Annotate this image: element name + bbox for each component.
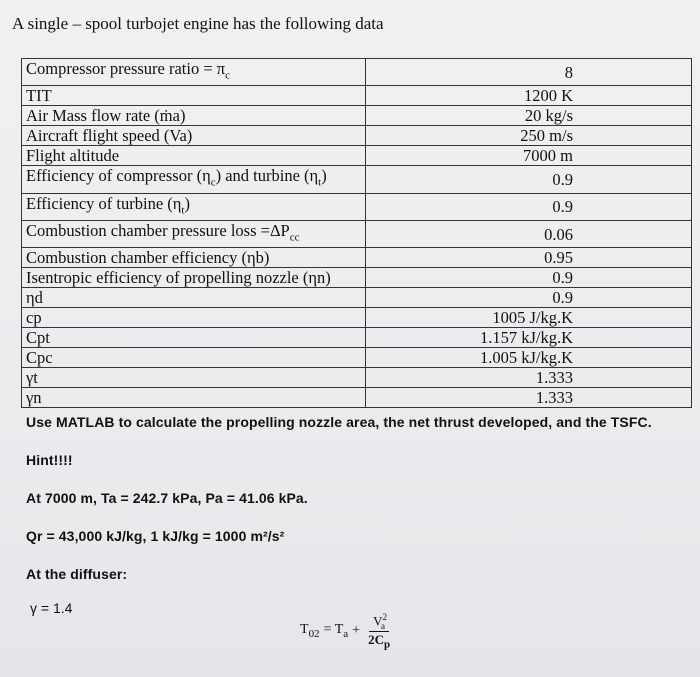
parameter-label: Air Mass flow rate (ṁa) bbox=[22, 106, 366, 126]
table-row bbox=[22, 193, 692, 220]
parameter-value: 20 kg/s bbox=[366, 106, 692, 126]
table-row bbox=[22, 126, 692, 146]
parameter-value: 1200 K bbox=[366, 86, 692, 106]
parameter-label: cp bbox=[22, 308, 366, 328]
parameter-value: 0.95 bbox=[366, 248, 692, 268]
parameter-value: 8 bbox=[366, 59, 692, 86]
table-row bbox=[22, 106, 692, 126]
table-row bbox=[22, 328, 692, 348]
parameter-value: 0.06 bbox=[366, 220, 692, 247]
table-row bbox=[22, 348, 692, 368]
table-row bbox=[22, 146, 692, 166]
hint-label: Hint!!!! bbox=[26, 452, 73, 468]
parameter-value: 0.9 bbox=[366, 193, 692, 220]
parameter-value: 0.9 bbox=[366, 268, 692, 288]
question-text: Use MATLAB to calculate the propelling nozzle area, the net thrust developed, and the TSFC. bbox=[26, 414, 652, 430]
parameter-value: 1005 J/kg.K bbox=[366, 308, 692, 328]
formula-numerator: $V^2_a$ bbox=[369, 612, 389, 632]
formula-fraction bbox=[368, 612, 390, 651]
parameter-label: Isentropic efficiency of propelling nozzle (ηn) bbox=[22, 268, 366, 288]
table-row bbox=[22, 388, 692, 408]
parameter-label: Flight altitude bbox=[22, 146, 366, 166]
parameter-label: γn bbox=[22, 388, 366, 408]
table-row bbox=[22, 220, 692, 247]
formula-lhs: $T_{02}$ bbox=[300, 622, 320, 641]
parameter-label: Cpt bbox=[22, 328, 366, 348]
parameter-label: Aircraft flight speed (Va) bbox=[22, 126, 366, 146]
parameter-value: 1.333 bbox=[366, 368, 692, 388]
stagnation-temperature-formula bbox=[300, 612, 390, 651]
gamma-value: γ = 1.4 bbox=[30, 600, 73, 616]
parameter-value: 7000 m bbox=[366, 146, 692, 166]
table-row bbox=[22, 288, 692, 308]
parameter-label: Compressor pressure ratio = $\pi_c$ bbox=[22, 59, 366, 86]
parameter-value: 1.005 kJ/kg.K bbox=[366, 348, 692, 368]
table-row bbox=[22, 86, 692, 106]
table-row bbox=[22, 248, 692, 268]
parameter-label: Efficiency of turbine $(\eta_t)$ bbox=[22, 193, 366, 220]
parameter-label: Cpc bbox=[22, 348, 366, 368]
parameter-value: 0.9 bbox=[366, 166, 692, 193]
table-row bbox=[22, 59, 692, 86]
parameter-label: Combustion chamber efficiency (ηb) bbox=[22, 248, 366, 268]
diffuser-label: At the diffuser: bbox=[26, 566, 128, 582]
table-row bbox=[22, 166, 692, 193]
parameter-label: γt bbox=[22, 368, 366, 388]
formula-denominator: $2C_p$ bbox=[368, 631, 391, 651]
parameter-label: TIT bbox=[22, 86, 366, 106]
parameter-value: 1.157 kJ/kg.K bbox=[366, 328, 692, 348]
table-row bbox=[22, 368, 692, 388]
parameter-value: 250 m/s bbox=[366, 126, 692, 146]
constants-text: Qr = 43,000 kJ/kg, 1 kJ/kg = 1000 m²/s² bbox=[26, 528, 285, 544]
parameter-label: Combustion chamber pressure loss $=\Delta P_{cc}$ bbox=[22, 220, 366, 247]
formula-plus: + bbox=[352, 623, 361, 639]
conditions-text: At 7000 m, Ta = 242.7 kPa, Pa = 41.06 kPa. bbox=[26, 490, 308, 506]
parameter-label: Efficiency of compressor $(\eta_c)$ and turbine $(\eta_t)$ bbox=[22, 166, 366, 193]
parameter-label: ηd bbox=[22, 288, 366, 308]
problem-title: A single – spool turbojet engine has the following data bbox=[12, 14, 384, 33]
formula-eq: = $T_a$ bbox=[323, 622, 349, 641]
parameter-value: 0.9 bbox=[366, 288, 692, 308]
parameter-value: 1.333 bbox=[366, 388, 692, 408]
table-row bbox=[22, 268, 692, 288]
data-table bbox=[21, 58, 692, 408]
table-row bbox=[22, 308, 692, 328]
